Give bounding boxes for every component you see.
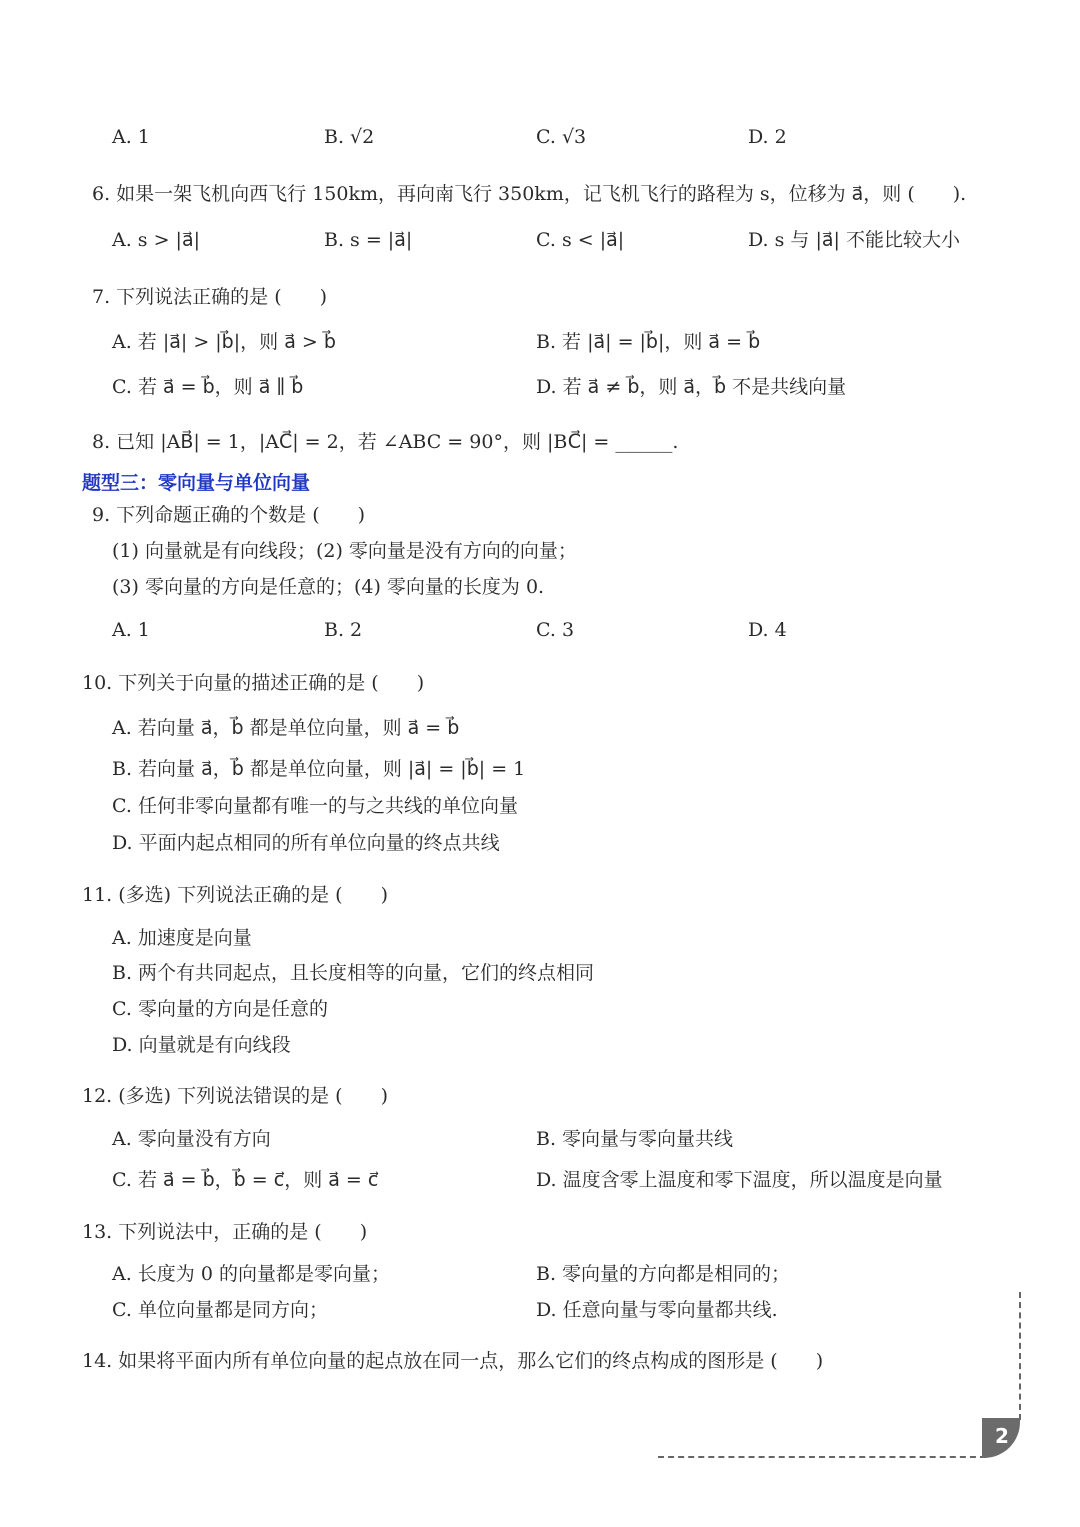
page-number: 2 xyxy=(995,1424,1009,1448)
page-border-dashed-horizontal xyxy=(658,1456,986,1458)
q8-stem: 8. 已知 |AB⃗| = 1，|AC⃗| = 2，若 ∠ABC = 90°，则 |BC⃗| = ______. xyxy=(92,431,679,453)
q6-option-c: C. s < |a⃗| xyxy=(536,229,625,251)
q6-option-a: A. s > |a⃗| xyxy=(112,229,200,251)
q7-option-b: B. 若 |a⃗| = |b⃗|，则 a⃗ = b⃗ xyxy=(536,331,761,353)
q6-option-b: B. s = |a⃗| xyxy=(324,229,413,251)
q10-option-d: D. 平面内起点相同的所有单位向量的终点共线 xyxy=(112,832,500,854)
q11-option-b: B. 两个有共同起点，且长度相等的向量，它们的终点相同 xyxy=(112,962,595,984)
q9-option-b: B. 2 xyxy=(324,619,363,641)
q9-option-c: C. 3 xyxy=(536,619,575,641)
q10-option-a: A. 若向量 a⃗，b⃗ 都是单位向量，则 a⃗ = b⃗ xyxy=(112,717,460,739)
q11-option-a: A. 加速度是向量 xyxy=(112,927,252,949)
q9-statement-line: (3) 零向量的方向是任意的；(4) 零向量的长度为 0. xyxy=(112,576,545,598)
q5-option-a: A. 1 xyxy=(112,126,150,148)
q12-option-d: D. 温度含零上温度和零下温度，所以温度是向量 xyxy=(536,1169,943,1191)
q13-option-d: D. 任意向量与零向量都共线. xyxy=(536,1299,778,1321)
q5-option-b: B. √2 xyxy=(324,126,375,148)
q10-stem: 10. 下列关于向量的描述正确的是 ( ) xyxy=(82,672,425,694)
q12-option-b: B. 零向量与零向量共线 xyxy=(536,1128,734,1150)
q13-option-a: A. 长度为 0 的向量都是零向量； xyxy=(112,1263,390,1285)
q12-option-c: C. 若 a⃗ = b⃗，b⃗ = c⃗，则 a⃗ = c⃗ xyxy=(112,1169,379,1191)
q13-stem: 13. 下列说法中，正确的是 ( ) xyxy=(82,1221,368,1243)
q7-option-a: A. 若 |a⃗| > |b⃗|，则 a⃗ > b⃗ xyxy=(112,331,336,353)
page-border-dashed-vertical xyxy=(1019,1292,1021,1420)
q12-option-a: A. 零向量没有方向 xyxy=(112,1128,271,1150)
q9-option-a: A. 1 xyxy=(112,619,150,641)
q9-stem: 9. 下列命题正确的个数是 ( ) xyxy=(92,504,366,526)
q9-option-d: D. 4 xyxy=(748,619,787,641)
q10-option-c: C. 任何非零向量都有唯一的与之共线的单位向量 xyxy=(112,795,518,817)
q6-stem: 6. 如果一架飞机向西飞行 150km，再向南飞行 350km，记飞机飞行的路程为 s，位移为 a⃗，则 ( ). xyxy=(92,183,967,205)
q9-statement-line: (1) 向量就是有向线段；(2) 零向量是没有方向的向量； xyxy=(112,540,577,562)
q10-option-b: B. 若向量 a⃗，b⃗ 都是单位向量，则 |a⃗| = |b⃗| = 1 xyxy=(112,758,526,780)
section-title: 题型三：零向量与单位向量 xyxy=(82,472,311,494)
q11-option-d: D. 向量就是有向线段 xyxy=(112,1034,291,1056)
q7-option-d: D. 若 a⃗ ≠ b⃗，则 a⃗，b⃗ 不是共线向量 xyxy=(536,376,847,398)
q6-option-d: D. s 与 |a⃗| 不能比较大小 xyxy=(748,229,960,251)
q5-option-c: C. √3 xyxy=(536,126,587,148)
q12-stem: 12. (多选) 下列说法错误的是 ( ) xyxy=(82,1085,388,1107)
q13-option-c: C. 单位向量都是同方向； xyxy=(112,1299,328,1321)
q7-stem: 7. 下列说法正确的是 ( ) xyxy=(92,286,328,308)
q11-option-c: C. 零向量的方向是任意的 xyxy=(112,998,328,1020)
q7-option-c: C. 若 a⃗ = b⃗，则 a⃗ ∥ b⃗ xyxy=(112,376,304,398)
q11-stem: 11. (多选) 下列说法正确的是 ( ) xyxy=(82,884,388,906)
q5-option-d: D. 2 xyxy=(748,126,787,148)
q13-option-b: B. 零向量的方向都是相同的； xyxy=(536,1263,791,1285)
q14-stem: 14. 如果将平面内所有单位向量的起点放在同一点，那么它们的终点构成的图形是 ( ) xyxy=(82,1350,824,1372)
